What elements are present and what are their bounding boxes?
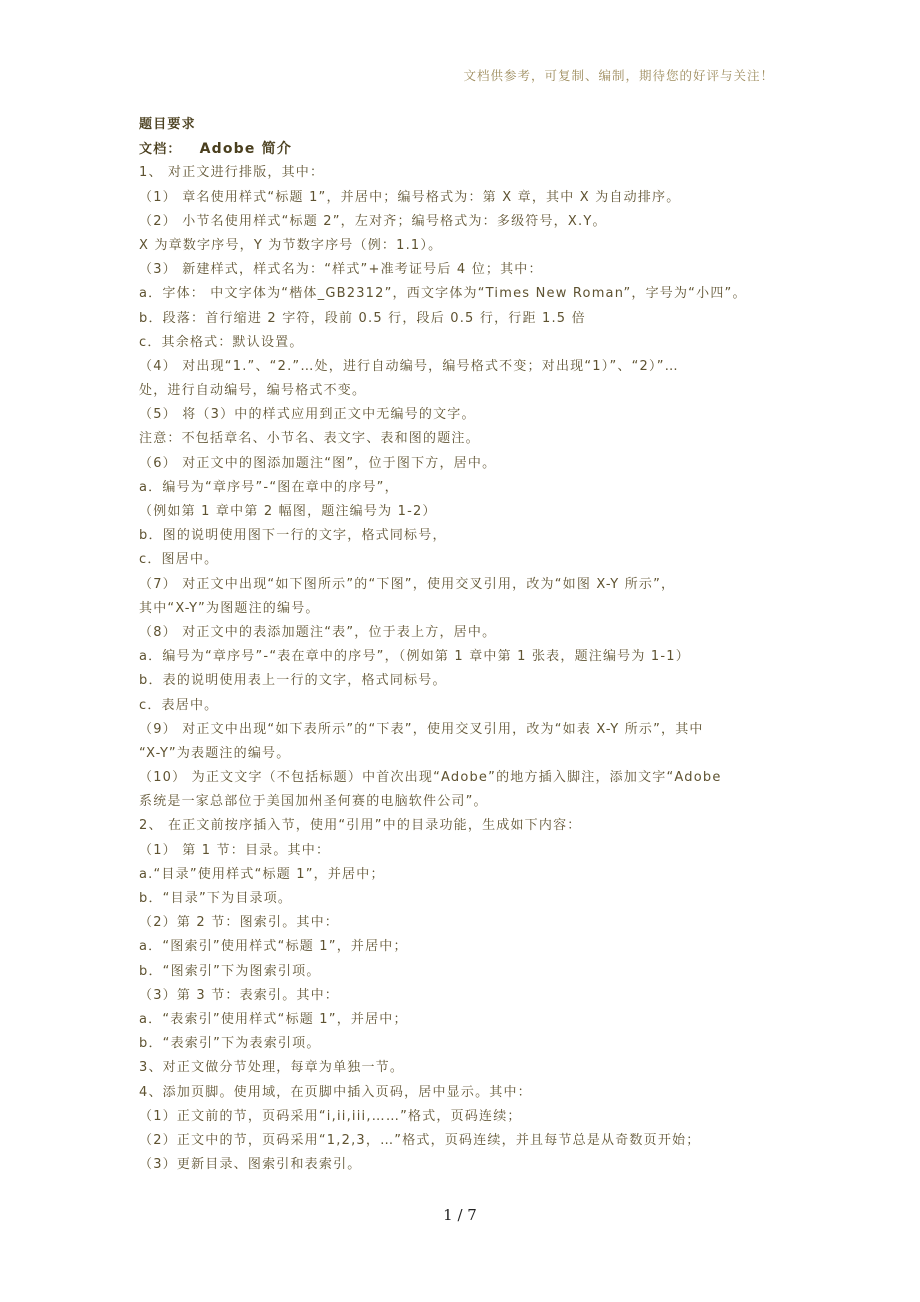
body-line: （1）正文前的节，页码采用“i,ii,iii,……”格式，页码连续； <box>139 1108 522 1124</box>
body-line: （2）第 2 节：图索引。其中： <box>139 915 340 931</box>
task-heading: 题目要求 <box>139 117 196 132</box>
body-line: （9） 对正文中出现“如下表所示”的“下表”，使用交叉引用，改为“如表 X-Y 所示”，其中 <box>139 721 704 737</box>
body-line: 注意：不包括章名、小节名、表文字、表和图的题注。 <box>139 431 480 447</box>
body-line: c．图居中。 <box>139 552 219 568</box>
body-line: b．“表索引”下为表索引项。 <box>139 1036 321 1052</box>
body-line: c．表居中。 <box>139 697 219 713</box>
body-line: （6） 对正文中的图添加题注“图”，位于图下方，居中。 <box>139 455 497 471</box>
body-line: （10） 为正文文字（不包括标题）中首次出现“Adobe”的地方插入脚注，添加文字“Adobe <box>139 770 722 786</box>
body-line: 系统是一家总部位于美国加州圣何赛的电脑软件公司”。 <box>139 794 488 810</box>
body-line: 1、 对正文进行排版，其中： <box>139 165 325 181</box>
page-number: 1 / 7 <box>443 1206 477 1224</box>
body-line: （3）更新目录、图索引和表索引。 <box>139 1157 362 1173</box>
body-line: b．“图索引”下为图索引项。 <box>139 963 321 979</box>
document-body <box>139 113 799 1177</box>
body-line: 4、添加页脚。使用域，在页脚中插入页码，居中显示。其中： <box>139 1084 532 1100</box>
document-label: 文档： <box>139 142 182 158</box>
body-line: （7） 对正文中出现“如下图所示”的“下图”，使用交叉引用，改为“如图 X-Y 所示”， <box>139 576 676 592</box>
body-line: a．字体： 中文字体为“楷体_GB2312”，西文字体为“Times New Roman”，字号为“小四”。 <box>139 286 747 302</box>
body-line: c．其余格式：默认设置。 <box>139 334 304 350</box>
body-line: 其中“X-Y”为图题注的编号。 <box>139 600 320 616</box>
body-line: a．编号为“章序号”-“图在章中的序号”， <box>139 479 399 495</box>
body-line: （8） 对正文中的表添加题注“表”，位于表上方，居中。 <box>139 624 497 640</box>
body-line: a.“目录”使用样式“标题 1”，并居中； <box>139 866 385 882</box>
body-line: b．“目录”下为目录项。 <box>139 891 293 906</box>
body-line: （5） 将（3）中的样式应用到正文中无编号的文字。 <box>139 407 476 423</box>
body-line: b．段落：首行缩进 2 字符，段前 0.5 行，段后 0.5 行，行距 1.5 倍 <box>139 310 586 326</box>
body-line: （4） 对出现“1.”、“2.”…处，进行自动编号，编号格式不变；对出现“1）”、“2）”… <box>139 358 679 374</box>
body-line: （1） 第 1 节：目录。其中： <box>139 842 331 858</box>
body-line: （2） 小节名使用样式“标题 2”，左对齐；编号格式为：多级符号，X.Y。 <box>139 213 607 229</box>
body-line: 3、对正文做分节处理，每章为单独一节。 <box>139 1060 405 1076</box>
body-line: a．“图索引”使用样式“标题 1”，并居中； <box>139 939 408 955</box>
body-line: （3） 新建样式，样式名为：“样式”+准考证号后 4 位；其中： <box>139 262 543 278</box>
body-line: a．编号为“章序号”-“表在章中的序号”，（例如第 1 章中第 1 张表，题注编号为 1-1） <box>139 649 690 665</box>
requirement-lines <box>139 161 799 1177</box>
body-line: 2、 在正文前按序插入节，使用“引用”中的目录功能，生成如下内容： <box>139 818 582 834</box>
body-line: “X-Y”为表题注的编号。 <box>139 745 291 761</box>
body-line: （2）正文中的节，页码采用“1,2,3，…”格式，页码连续，并且每节总是从奇数页开始； <box>139 1132 701 1148</box>
body-line: X 为章数字序号，Y 为节数字序号（例：1.1）。 <box>139 237 443 253</box>
body-line: 处，进行自动编号，编号格式不变。 <box>139 383 367 399</box>
body-line: （1） 章名使用样式“标题 1”，并居中；编号格式为：第 X 章，其中 X 为自动排序。 <box>139 189 681 205</box>
document-title-line <box>139 137 799 161</box>
body-line: （3）第 3 节：表索引。其中： <box>139 987 340 1003</box>
body-line: a．“表索引”使用样式“标题 1”，并居中； <box>139 1011 408 1027</box>
body-line: b．表的说明使用表上一行的文字，格式同标号。 <box>139 673 447 689</box>
body-line: （例如第 1 章中第 2 幅图，题注编号为 1-2） <box>139 504 437 519</box>
document-name: Adobe 简介 <box>199 141 293 158</box>
header-note: 文档供参考，可复制、编制，期待您的好评与关注！ <box>463 68 774 83</box>
body-line: b．图的说明使用图下一行的文字，格式同标号， <box>139 528 447 544</box>
